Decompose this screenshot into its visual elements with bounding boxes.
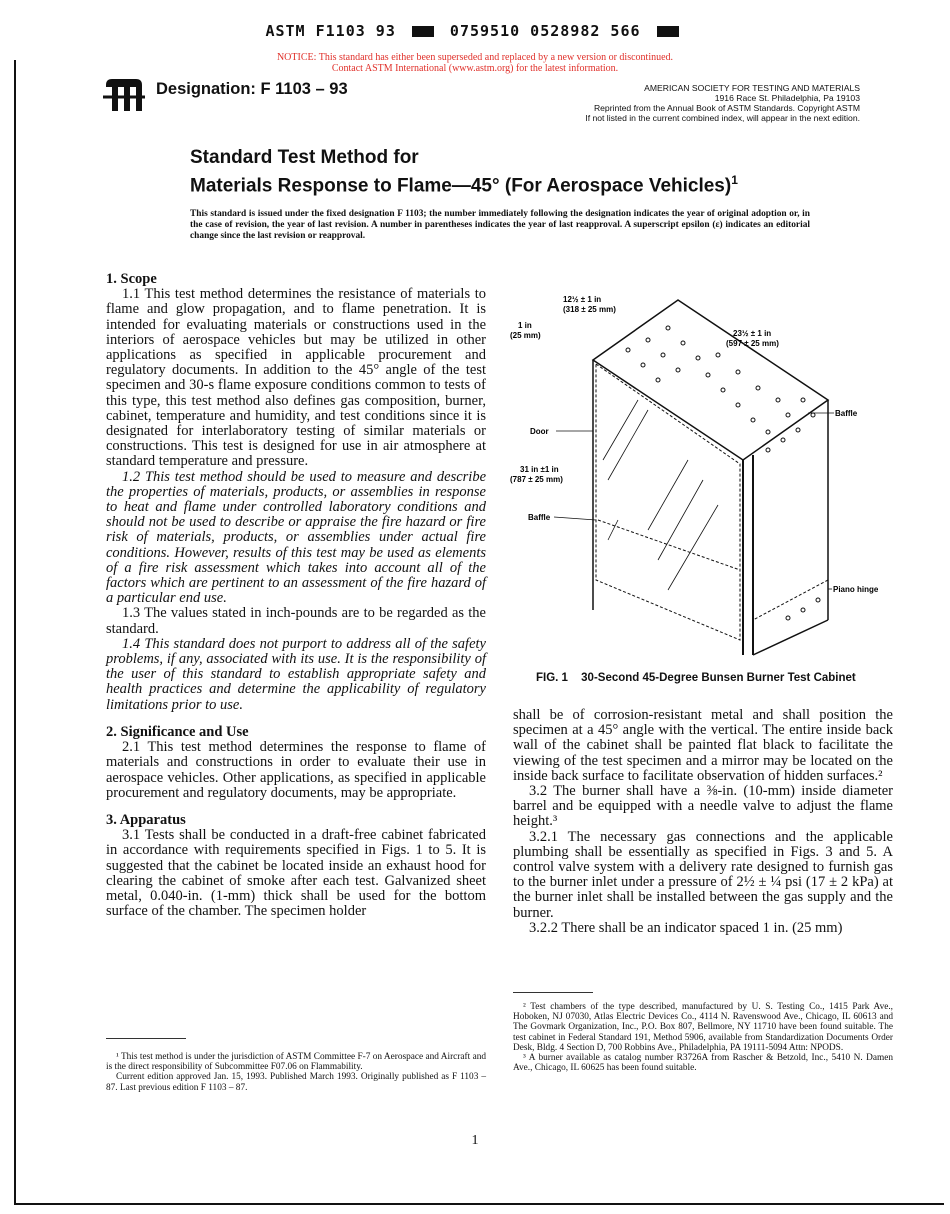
para-1-2: 1.2 This test method should be used to measure and describe the properties of materials, products, or assemblies in response to heat and flame under controlled laboratory conditions and should not be used to describe or appraise the fire hazard or fire risk of materials, products, or assemblies under actual fire conditions. However, results of this test may be used as elements of a fire risk assessment which takes into account all of the factors which are pertinent to an assessment of the fire hazard of a particular end use. (106, 468, 486, 607)
left-footnotes (106, 1052, 486, 1093)
para-3-1: 3.1 Tests shall be conducted in a draft-free cabinet fabricated in accordance with requirements specified in Figs. 1 to 5. It is suggested that the cabinet be located inside an exhaust hood for clearing the cabinet of smoke after each test. Galvanized sheet metal, 0.040-in. (1-mm) thick shall be used for the bottom surface of the chamber. The specimen holder (106, 827, 486, 920)
figure-1-cabinet-drawing (508, 280, 908, 660)
para-3-2: 3.2 The burner shall have a ⅜-in. (10-mm) inside diameter barrel and be equipped with a needle valve to adjust the flame height.³ (513, 783, 893, 830)
footnote-1b: Current edition approved Jan. 15, 1993. Published March 1993. Originally published as F 1103 – 87. Last previous edition F 1103 – 87. (106, 1072, 486, 1093)
para-3-1-continued: shall be of corrosion-resistant metal and shall position the specimen at a 45° angle with the vertical. The entire inside back wall of the cabinet shall be painted flat black to facilitate the viewing of the test specimen and a mirror may be located on the inside back surface to facilitate observation of hidden surfaces.² (513, 707, 893, 784)
para-3-2-2: 3.2.2 There shall be an indicator spaced 1 in. (25 mm) (529, 919, 843, 936)
redaction-block (412, 26, 434, 37)
label-baffle-left: Baffle (528, 513, 551, 522)
notice-line-1: NOTICE: This standard has either been superseded and replaced by a new version or discontinued. (276, 52, 674, 63)
page-number: 1 (471, 1133, 479, 1148)
code-line-part1: ASTM F1103 93 (265, 22, 396, 40)
left-column (106, 272, 486, 919)
footnote-1: ¹ This test method is under the jurisdiction of ASTM Committee F-7 on Aerospace and Aircraft and is the direct responsibility of Subcommittee F07.06 on Flammability. (106, 1052, 486, 1073)
scan-code-line (0, 22, 950, 40)
section-scope-heading: 1. Scope (106, 271, 157, 287)
dim-width: 12½ ± 1 in (563, 295, 602, 304)
dim-lip: 1 in (518, 321, 532, 330)
index-note: If not listed in the current combined index, will appear in the next edition. (585, 113, 860, 123)
para-1-3: 1.3 The values stated in inch-pounds are to be regarded as the standard. (106, 605, 486, 637)
society-block (585, 83, 860, 123)
designation: Designation: F 1103 – 93 (156, 80, 348, 98)
section-apparatus-heading: 3. Apparatus (106, 811, 186, 828)
dim-lip-mm: (25 mm) (510, 331, 541, 340)
reprint-note: Reprinted from the Annual Book of ASTM Standards. Copyright ASTM (593, 103, 860, 113)
para-1-1: 1.1 This test method determines the resistance of materials to flame and glow propagation, and to flame penetration. It is intended for evaluating materials or constructions used in the interiors of aerospace vehicles but may be utilized in other applications as specified in applicable procurement and regulatory documents. In addition to the 45° angle of the test specimen and 30-s flame exposure conditions common to tests of this type, this test method also defines gas composition, burner, cabinet, temperature and humidity, and test conditions since it is designated for interlaboratory testing of similar materials or constructions. This test is designed for use in air atmosphere at standard temperature and pressure. (106, 286, 486, 470)
dim-width-mm: (318 ± 25 mm) (563, 305, 616, 314)
door-glass (596, 364, 740, 640)
code-line-part2: 0759510 0528982 566 (449, 22, 641, 40)
figure-caption-label: FIG. 1 (536, 672, 568, 684)
footnote-3: ³ A burner available as catalog number R3726A from Rascher & Betzold, Inc., 5410 N. Damen Ave., Chicago, IL 60625 has been found suitable. (513, 1053, 893, 1074)
para-1-4: 1.4 This standard does not purport to address all of the safety problems, if any, associated with its use. It is the responsibility of the user of this standard to establish appropriate safety and health practices and determine the applicability of regulatory limitations prior to use. (106, 635, 486, 713)
footnote-rule-left (106, 1038, 186, 1039)
label-door: Door (530, 427, 549, 436)
cabinet-top (593, 300, 828, 460)
dim-height: 31 in ±1 in (520, 465, 559, 474)
footnote-2: ² Test chambers of the type described, manufactured by U. S. Testing Co., 1415 Park Ave., Hoboken, NJ 07030, Atlas Electric Devices Co., 4114 N. Ravenswood Ave., Chicago, IL 60613 and The Govmark Organization, Inc., P.O. Box 807, Bellmore, NY 11710 have been found suitable. The test cabinet in Federal Standard 191, Method 5906, available from Standardization Documents Order Desk, Bldg. 4 Section D, 700 Robbins Ave., Philadelphia, PA 19111-5094 Attn: NPODS. (513, 1002, 893, 1053)
figure-caption-text: 30-Second 45-Degree Bunsen Burner Test Cabinet (581, 672, 856, 684)
superseded-notice (0, 52, 950, 74)
page-frame-bottom (14, 1203, 944, 1205)
footnote-rule-right (513, 992, 593, 993)
label-piano-hinge: Piano hinge (833, 585, 879, 594)
dim-depth-mm: (597 ± 25 mm) (726, 339, 779, 348)
title-line-1: Standard Test Method for (190, 147, 419, 168)
title-line-2: Materials Response to Flame—45° (For Aerospace Vehicles)$^1$ (190, 173, 738, 197)
redaction-block (657, 26, 679, 37)
society-address: 1916 Race St. Philadelphia, Pa 19103 (714, 93, 860, 103)
page-title (190, 146, 738, 197)
para-3-2-1: 3.2.1 The necessary gas connections and the applicable plumbing shall be essentially as specified in Figs. 3 and 5. A control valve system with a delivery rate designed to furnish gas to the burner inlet under a pressure of 2½ ± ¼ psi (17 ± 2 kPa) at the burner inlet shall be installed between the gas supply and the burner. (513, 828, 893, 921)
dim-depth: 23½ ± 1 in (733, 329, 772, 338)
page-frame-left (14, 60, 16, 1205)
section-significance-heading: 2. Significance and Use (106, 723, 249, 740)
society-name: AMERICAN SOCIETY FOR TESTING AND MATERIALS (644, 83, 860, 93)
dim-height-mm: (787 ± 25 mm) (510, 475, 563, 484)
figure-caption (536, 672, 856, 684)
standard-intro: This standard is issued under the fixed designation F 1103; the number immediately following the designation indicates the year of original adoption or, in the case of revision, the year of last revision. A number in parentheses indicates the year of last reapproval. A superscript epsilon (ε) indicates an editorial change since the last revision or reapproval. (190, 209, 810, 241)
baffle-holes (626, 326, 820, 620)
right-footnotes (513, 1002, 893, 1073)
notice-line-2: Contact ASTM International (www.astm.org) for the latest information. (331, 63, 619, 74)
right-column (513, 708, 893, 936)
label-baffle-top: Baffle (835, 409, 858, 418)
astm-logo (102, 77, 146, 113)
para-2-1: 2.1 This test method determines the response to flame of materials and constructions in order to evaluate their use in aerospace vehicles. Other applications, as specified in applicable procurement and regulatory documents, may be appropriate. (106, 739, 486, 801)
